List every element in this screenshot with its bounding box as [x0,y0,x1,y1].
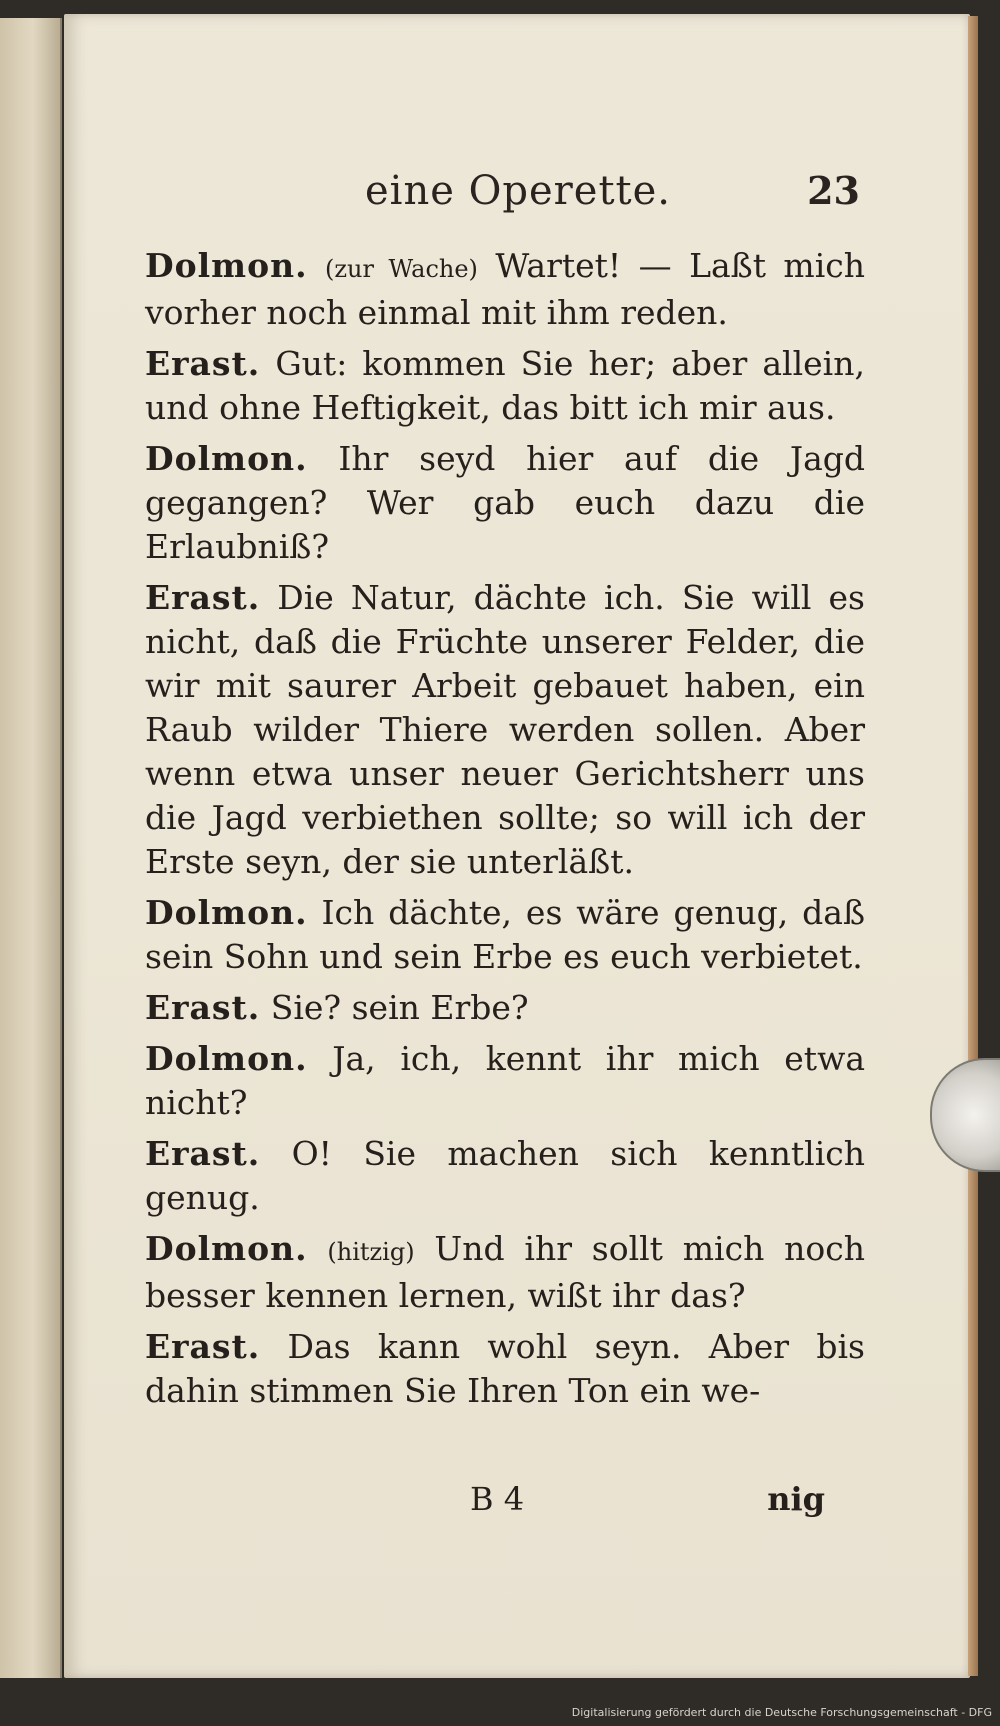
speaker-name: Erast. [145,1327,261,1366]
page-footer [145,1480,865,1530]
spoken-line: Wartet! — Laßt mich vorher noch einmal mit ihm reden. [145,246,865,332]
page-header [140,168,860,228]
page-number: 23 [807,168,860,213]
spoken-line: O! Sie machen sich kenntlich genug. [145,1134,865,1217]
page-fore-edge [968,16,978,1676]
spoken-line: Gut: kommen Sie her; aber allein, und ohne Heftigkeit, das bitt ich mir aus. [145,344,865,427]
dialogue-paragraph [145,891,865,979]
speaker-name: Erast. [145,1134,261,1173]
speaker-name: Dolmon. [145,246,308,285]
dialogue-paragraph [145,1037,865,1125]
dialogue-paragraph [145,1227,865,1318]
adjacent-page-edge [0,18,62,1678]
speaker-name: Erast. [145,988,261,1027]
spoken-line: Sie? sein Erbe? [270,988,529,1027]
stage-direction: (zur Wache) [325,255,478,283]
dialogue-paragraph [145,576,865,884]
speaker-name: Erast. [145,578,261,617]
dialogue-paragraph [145,1132,865,1220]
dialogue-paragraph [145,244,865,335]
speaker-name: Dolmon. [145,1229,308,1268]
spoken-line: Ja, ich, kennt ihr mich etwa nicht? [145,1039,865,1122]
signature-mark: B 4 [470,1480,525,1518]
spoken-line: Ich dächte, es wäre genug, daß sein Sohn und sein Erbe es euch verbietet. [145,893,865,976]
spoken-line: Und ihr sollt mich noch besser kennen lernen, wißt ihr das? [145,1229,865,1315]
spoken-line: Die Natur, dächte ich. Sie will es nicht, daß die Früchte unserer Felder, die wir mit saurer Arbeit gebauet haben, ein Raub wilder Thiere werden sollen. Aber wenn etwa unser neuer Gerichtsherr uns die Jagd verbiethen sollte; so will ich der Erste seyn, der sie unterläßt. [145,578,865,881]
spoken-line: Das kann wohl seyn. Aber bis dahin stimmen Sie Ihren Ton ein we- [145,1327,865,1410]
catchword: nig [767,1480,825,1518]
speaker-name: Dolmon. [145,1039,308,1078]
digitization-credit: Digitalisierung gefördert durch die Deutsche Forschungsgemeinschaft - DFG [571,1706,992,1719]
dialogue-paragraph [145,342,865,430]
speaker-name: Erast. [145,344,261,383]
running-title: eine Operette. [365,168,672,214]
spoken-line: Ihr seyd hier auf die Jagd gegangen? Wer gab euch dazu die Erlaubniß? [145,439,866,566]
dialogue-paragraph [145,437,865,569]
dialogue-text [145,244,865,1420]
stage-direction: (hitzig) [327,1238,415,1266]
dialogue-paragraph [145,1325,865,1413]
speaker-name: Dolmon. [145,439,308,478]
dialogue-paragraph [145,986,865,1030]
speaker-name: Dolmon. [145,893,308,932]
